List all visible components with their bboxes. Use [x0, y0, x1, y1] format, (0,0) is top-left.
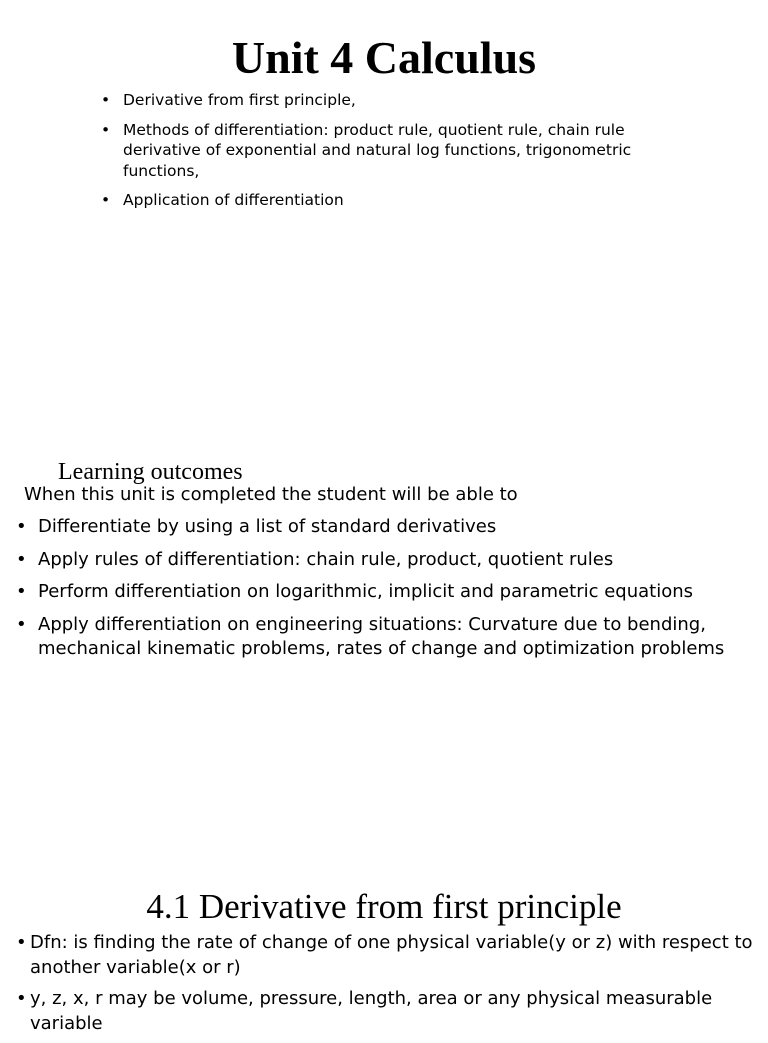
bullet: •: [16, 613, 27, 635]
topic-text: Methods of differentiation: product rule, quotient rule, chain rule derivative of exponential and natural log functions, trigonometric functions,: [123, 120, 632, 180]
bullet: •: [101, 191, 111, 209]
learning-outcomes-list: [16, 515, 756, 670]
list-item: [16, 580, 756, 605]
list-item: [16, 931, 756, 980]
topic-text: Application of differentiation: [123, 191, 344, 209]
bullet: •: [101, 91, 111, 109]
list-item: [16, 515, 756, 540]
topic-text: Derivative from first principle,: [123, 91, 356, 109]
bullet: •: [16, 581, 27, 602]
outcome-text: Differentiate by using a list of standard derivatives: [38, 516, 497, 537]
outcome-text: Perform differentiation on logarithmic, implicit and parametric equations: [38, 581, 694, 602]
bullet: •: [16, 548, 27, 570]
list-item: [16, 548, 756, 573]
definition-text: Dfn: is finding the rate of change of one physical variable(y or z) with respect to another variable(x or r): [30, 932, 753, 978]
bullet: •: [101, 120, 111, 139]
page-title: Unit 4 Calculus: [231, 32, 537, 83]
definition-list: [16, 931, 756, 1043]
bullet: •: [16, 932, 27, 953]
outcome-text: Apply rules of differentiation: chain rule, product, quotient rules: [38, 548, 614, 570]
list-item: [101, 190, 661, 211]
section-heading: 4.1 Derivative from first principle: [146, 887, 622, 926]
learning-outcomes-heading: Learning outcomes: [58, 459, 243, 485]
definition-text: y, z, x, r may be volume, pressure, length, area or any physical measurable variable: [30, 988, 713, 1034]
bullet: •: [16, 988, 27, 1009]
list-item: [101, 120, 661, 182]
topic-list: [101, 90, 661, 220]
list-item: [101, 90, 661, 111]
list-item: [16, 987, 756, 1036]
outcome-text: Apply differentiation on engineering situations: Curvature due to bending, mechanical kinematic problems, rates of change and optimization problems: [38, 613, 725, 659]
bullet: •: [16, 516, 27, 537]
list-item: [16, 613, 756, 662]
learning-outcomes-intro: When this unit is completed the student will be able to: [24, 484, 518, 505]
